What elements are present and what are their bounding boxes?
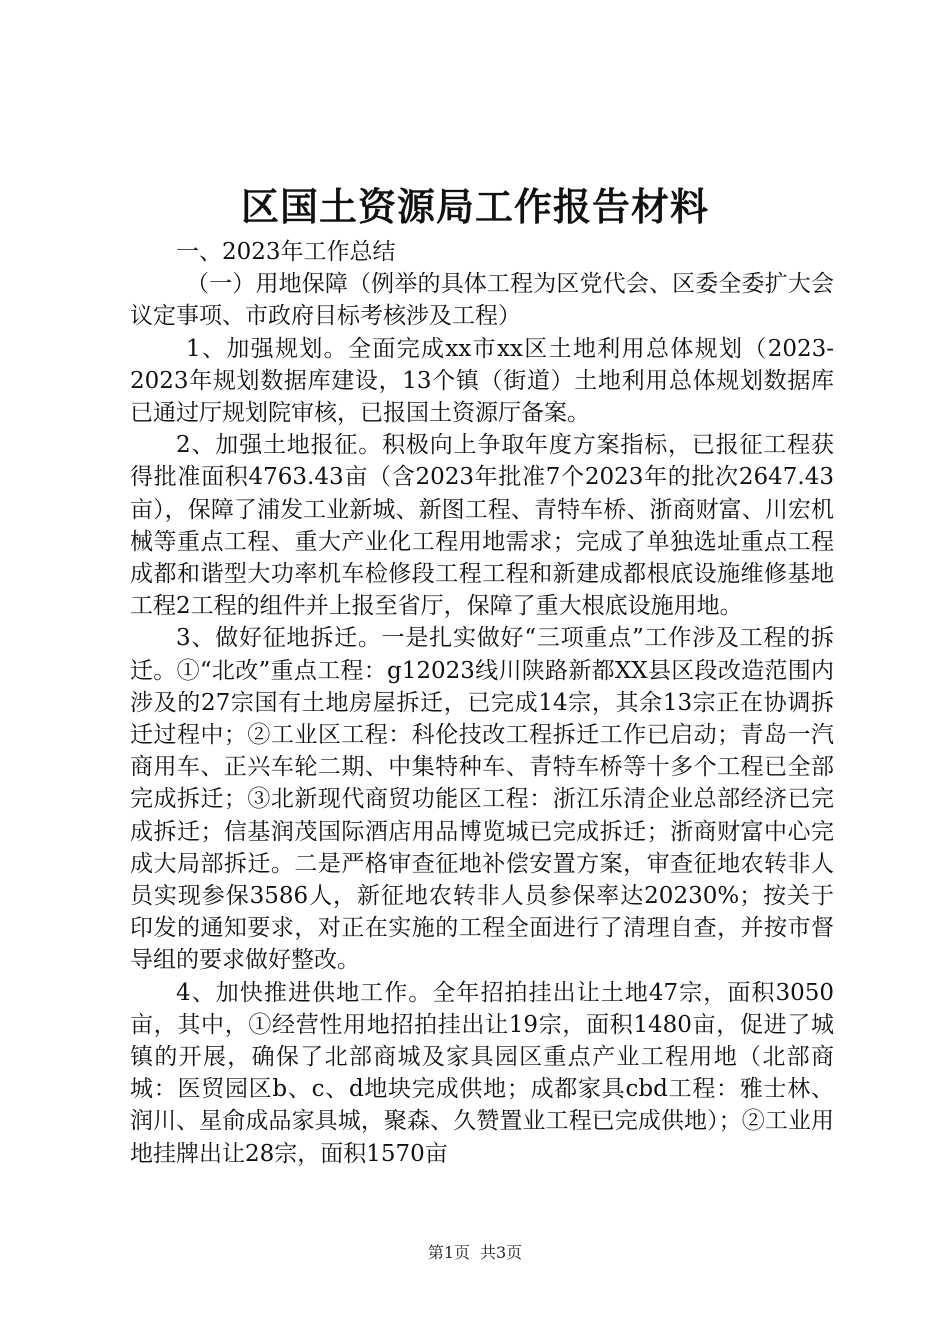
document-title: 区国土资源局工作报告材料	[240, 184, 709, 229]
paragraph-land-requisition: 2、加强土地报征。积极向上争取年度方案指标，已报征工程获得批准面积4763.43亩（含2023年批准7个2023年的批次2647.43亩），保障了浦发工业新城、新图工程、青特车桥、浙商财富、川宏机械等重点工程、重大产业化工程用地需求；完成了单独选址重点工程成都和谐型大功率机车检修段工程工程和新建成都根底设施维修基地工程2工程的组件并上报至省厅，保障了重大根底设施用地。	[130, 432, 834, 620]
page-number: 第1页	[427, 1243, 470, 1262]
section-heading: 一、2023年工作总结	[176, 239, 396, 265]
document-body	[130, 236, 834, 1170]
page-total: 共3页	[480, 1243, 523, 1262]
page-footer	[0, 1241, 950, 1265]
paragraph-planning: 1、加强规划。全面完成xx市xx区土地利用总体规划（2023-2023年规划数据库建设，13个镇（街道）土地利用总体规划数据库已通过厅规划院审核，已报国土资源厅备案。	[130, 335, 834, 427]
paragraph-land-supply: 4、加快推进供地工作。全年招拍挂出让土地47宗，面积3050亩，其中，①经营性用地招拍挂出让19宗，面积1480亩，促进了城镇的开展，确保了北部商城及家具园区重点产业工程用地（北部商城：医贸园区b、c、d地块完成供地；成都家具cbd工程：雅士林、润川、星俞成品家具城，聚森、久赞置业工程已完成供地）；②工业用地挂牌出让28宗，面积1570亩	[130, 979, 834, 1167]
subsection-heading: （一）用地保障（例举的具体工程为区党代会、区委全委扩大会议定事项、市政府目标考核涉及工程）	[130, 271, 834, 330]
paragraph-demolition: 3、做好征地拆迁。一是扎实做好“三项重点”工作涉及工程的拆迁。①“北改”重点工程：g12023线川陕路新都XX县区段改造范围内涉及的27宗国有土地房屋拆迁，已完成14宗，其余13宗正在协调拆迁过程中；②工业区工程：科伦技改工程拆迁工作已启动；青岛一汽商用车、正兴车轮二期、中集特种车、青特车桥等十多个工程已全部完成拆迁；③北新现代商贸功能区工程：浙江乐清企业总部经济已完成拆迁；信基润茂国际酒店用品博览城已完成拆迁；浙商财富中心完成大局部拆迁。二是严格审查征地补偿安置方案，审查征地农转非人员实现参保3586人，新征地农转非人员参保率达20230%；按关于印发的通知要求，对正在实施的工程全面进行了清理自查，并按市督导组的要求做好整改。	[130, 625, 834, 974]
